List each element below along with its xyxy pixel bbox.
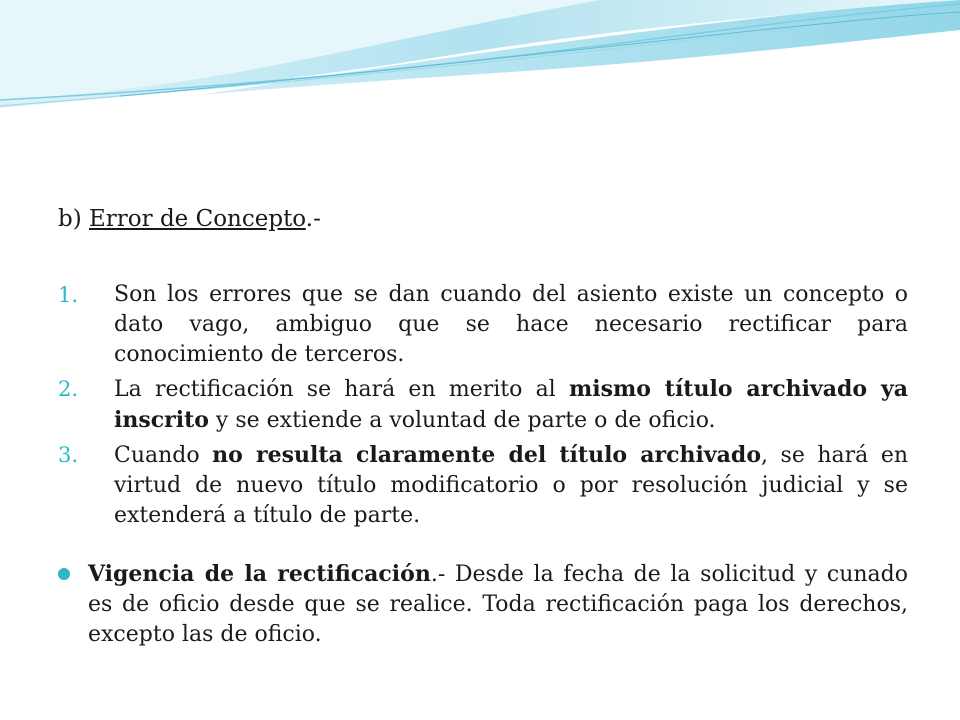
- list-item-segment: y se extiende a voluntad de parte o de oficio.: [208, 408, 716, 433]
- list-item-segment: Son los errores que se dan cuando del asiento existe un concepto o dato vago, ambiguo que se hace necesario rectificar para conocimiento de terceros.: [114, 282, 908, 367]
- heading-title: Error de Concepto: [89, 206, 306, 232]
- list-item-text: [114, 440, 908, 531]
- list-item-number: 2.: [58, 377, 79, 401]
- decorative-wave-header: [0, 0, 960, 120]
- list-item: [58, 280, 908, 370]
- bullet-dot-icon: [58, 568, 70, 580]
- section-heading: [58, 205, 321, 233]
- numbered-list: [58, 280, 908, 535]
- list-item-segment: Cuando: [114, 443, 213, 468]
- bullet-text: .- Desde la fecha de la solicitud y cunado es de oficio desde que se realice. Toda rectificación paga los derechos, excepto las de oficio.: [88, 562, 908, 647]
- list-item-segment: , se hará en virtud de nuevo título modificatorio o por resolución judicial y se extenderá a título de parte.: [114, 443, 909, 528]
- list-item-bold-segment: mismo título archivado ya inscrito: [114, 376, 908, 433]
- list-item-segment: La rectificación se hará en merito al: [114, 377, 569, 402]
- list-item-text: [114, 280, 908, 370]
- list-item-bold-segment: no resulta claramente del título archivado: [212, 442, 761, 468]
- list-item: [58, 374, 908, 436]
- list-item-number: 3.: [58, 443, 79, 467]
- list-item-number: 1.: [58, 283, 79, 307]
- bullet-paragraph: [58, 559, 908, 650]
- heading-prefix: b): [58, 206, 90, 232]
- heading-suffix: .-: [305, 206, 321, 232]
- list-item-text: [114, 374, 908, 436]
- bullet-bold-text: Vigencia de la rectificación: [88, 561, 431, 587]
- list-item: [58, 440, 908, 531]
